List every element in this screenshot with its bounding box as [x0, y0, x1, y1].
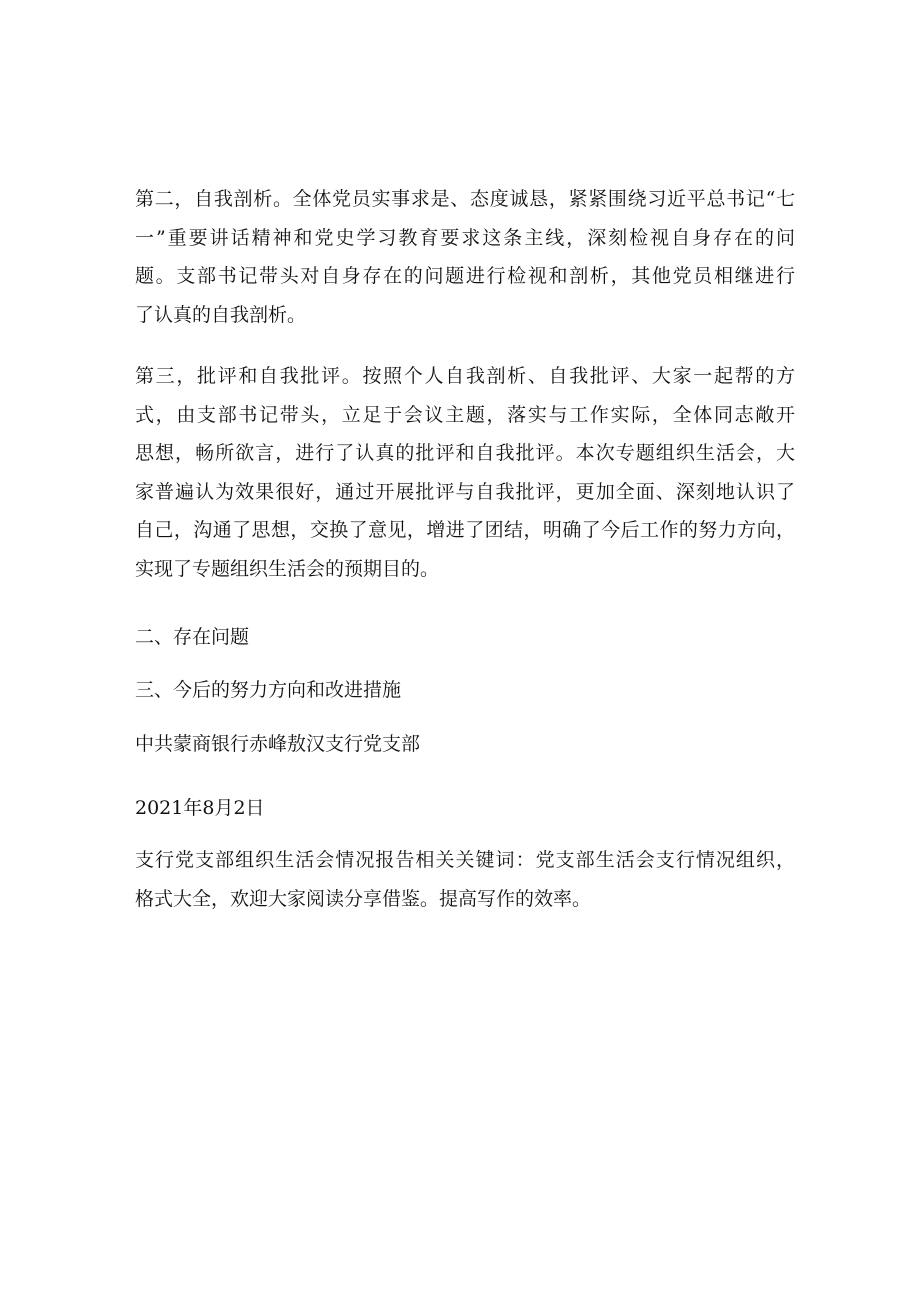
paragraph-line: 家普遍认为效果很好，通过开展批评与自我批评，更加全面、深刻地认识了: [135, 480, 795, 503]
paragraph-line: 第二，自我剖析。全体党员实事求是、态度诚恳，紧紧围绕习近平总书记“七: [135, 188, 795, 210]
heading-problems: 二、存在问题: [135, 626, 250, 648]
paragraph-line: 自己，沟通了思想，交换了意见，增进了团结，明确了今后工作的努力方向，: [135, 519, 795, 541]
keywords-paragraph: [135, 841, 795, 918]
paragraph-self-analysis: [135, 180, 795, 334]
heading-direction: 三、今后的努力方向和改进措施: [135, 679, 402, 701]
paragraph-line: 实现了专题组织生活会的预期目的。: [135, 557, 440, 580]
document-date: 2021年8月2日: [135, 797, 265, 819]
paragraph-line: 格式大全，欢迎大家阅读分享借鉴。提高写作的效率。: [135, 887, 592, 910]
paragraph-line: 了认真的自我剖析。: [135, 303, 307, 326]
paragraph-line: 一”重要讲话精神和党史学习教育要求这条主线，深刻检视自身存在的问: [135, 226, 795, 249]
paragraph-line: 思想，畅所欲言，进行了认真的批评和自我批评。本次专题组织生活会，大: [135, 442, 795, 464]
paragraph-line: 式，由支部书记带头，立足于会议主题，落实与工作实际，全体同志敞开: [135, 403, 795, 426]
paragraph-line: 第三，批评和自我批评。按照个人自我剖析、自我批评、大家一起帮的方: [135, 365, 795, 387]
paragraph-line: 题。支部书记带头对自身存在的问题进行检视和剖析，其他党员相继进行: [135, 265, 795, 287]
paragraph-line: 支行党支部组织生活会情况报告相关关键词：党支部生活会支行情况组织，: [135, 849, 795, 871]
organization-signature: 中共蒙商银行赤峰敖汉支行党支部: [135, 733, 421, 755]
paragraph-criticism: [135, 357, 795, 588]
